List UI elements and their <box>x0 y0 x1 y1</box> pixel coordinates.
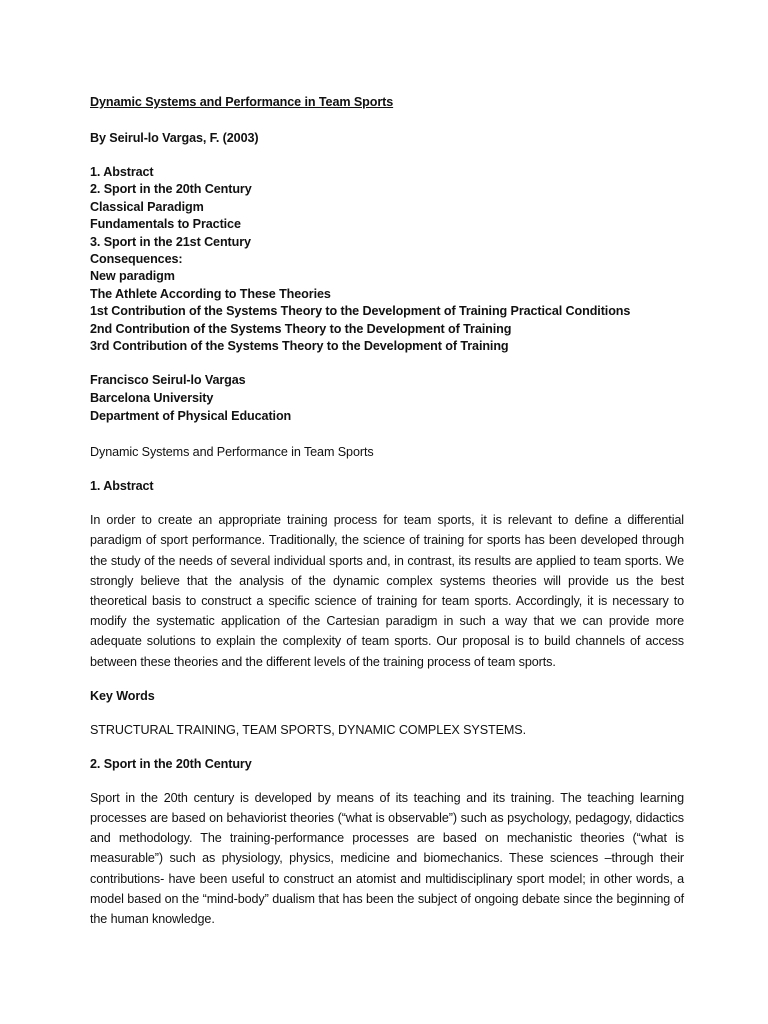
document-page <box>90 92 684 929</box>
document-byline: By Seirul-lo Vargas, F. (2003) <box>90 131 259 145</box>
toc-item: 3. Sport in the 21st Century <box>90 234 251 249</box>
keywords-heading: Key Words <box>90 688 155 703</box>
table-of-contents <box>90 164 684 355</box>
section2-heading: 2. Sport in the 20th Century <box>90 756 252 771</box>
document-title: Dynamic Systems and Performance in Team Sports <box>90 95 394 109</box>
section2-paragraph: Sport in the 20th century is developed by means of its teaching and its training. The teaching learning processes are based on behaviorist theories (“what is observable”) such as psychology, pedagogy, didactics and methodology. The training-performance processes are based on mechanistic theories (“what is measurable”) such as physiology, physics, medicine and biomechanics. These sciences –through their contributions- have been useful to construct an atomist and multidisciplinary sport model; in other words, a model based on the “mind-body” dualism that has been the subject of ongoing debate since the beginning of the human knowledge. <box>90 790 684 927</box>
toc-item: 1. Abstract <box>90 165 154 179</box>
author-name: Francisco Seirul-lo Vargas <box>90 373 246 388</box>
author-department: Department of Physical Education <box>90 408 292 423</box>
abstract-paragraph: In order to create an appropriate training process for team sports, it is relevant to define a differential paradigm of sport performance. Traditionally, the science of training for sports has been developed through the study of the needs of several individual sports and, in contrast, its results are applied to team sports. We strongly believe that the analysis of the dynamic complex systems theories will provide us the best theoretical basis to construct a specific science of training for team sports. Accordingly, it is necessary to modify the systematic application of the Cartesian paradigm in such a way that we can provide more adequate solutions to explain the complexity of team sports. Our proposal is to build channels of access between these theories and the different levels of the training process of team sports. <box>90 513 684 669</box>
author-block <box>90 372 684 425</box>
toc-item: Fundamentals to Practice <box>90 217 241 232</box>
keywords-text: STRUCTURAL TRAINING, TEAM SPORTS, DYNAMIC COMPLEX SYSTEMS. <box>90 722 526 737</box>
document-subtitle: Dynamic Systems and Performance in Team Sports <box>90 445 374 460</box>
toc-item: Classical Paradigm <box>90 199 204 214</box>
toc-item: 2. Sport in the 20th Century <box>90 182 252 197</box>
toc-item: Consequences: <box>90 252 183 267</box>
abstract-heading: 1. Abstract <box>90 479 154 494</box>
toc-item: New paradigm <box>90 269 175 284</box>
toc-item: 1st Contribution of the Systems Theory to the Development of Training Practical Conditions <box>90 304 631 319</box>
author-university: Barcelona University <box>90 391 214 406</box>
toc-item: 2nd Contribution of the Systems Theory to the Development of Training <box>90 321 512 336</box>
toc-item: 3rd Contribution of the Systems Theory to the Development of Training <box>90 339 509 354</box>
toc-item: The Athlete According to These Theories <box>90 286 331 301</box>
